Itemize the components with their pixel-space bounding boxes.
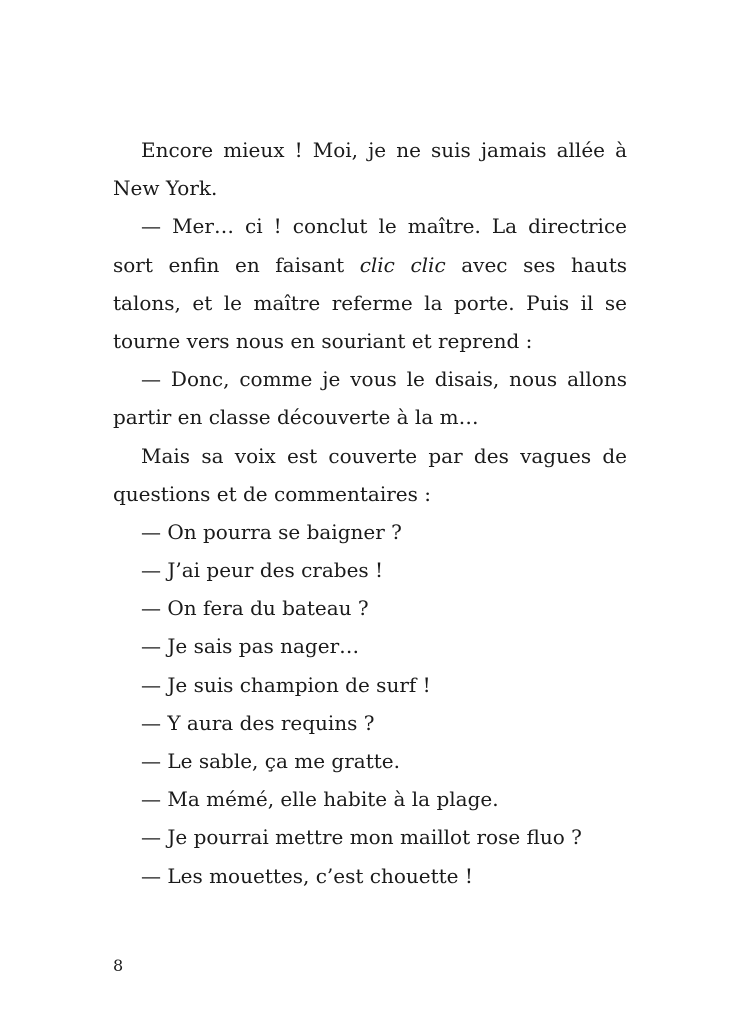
dialogue-line: — On pourra se baigner ? xyxy=(141,519,402,544)
text-line: talons, et le maître referme la porte. Puis il se xyxy=(113,290,627,315)
text-line: partir en classe découverte à la m… xyxy=(113,405,479,430)
dialogue-line: — Le sable, ça me gratte. xyxy=(141,749,400,773)
dialogue-line: — Y aura des requins ? xyxy=(141,710,375,735)
body-text xyxy=(113,131,627,895)
page-number: 8 xyxy=(113,956,124,975)
text-line: Mais sa voix est couverte par des vagues de xyxy=(141,443,627,468)
text-line: — Mer… ci ! conclut le maître. La directrice xyxy=(141,214,627,239)
text-segment: avec ses hauts xyxy=(445,252,627,277)
text-line: — Donc, comme je vous le disais, nous allons xyxy=(141,367,627,392)
dialogue-line: — On fera du bateau ? xyxy=(141,596,369,621)
dialogue-line: — J’ai peur des crabes ! xyxy=(141,558,384,583)
text-line: New York. xyxy=(113,176,218,201)
dialogue-line: — Je pourrai mettre mon maillot rose fluo ? xyxy=(141,825,582,850)
dialogue-line: — Les mouettes, c’est chouette ! xyxy=(141,863,473,888)
text-line: questions et de commentaires : xyxy=(113,481,431,506)
dialogue-line: — Je sais pas nager… xyxy=(141,634,360,659)
text-line: Encore mieux ! Moi, je ne suis jamais allée à xyxy=(141,138,627,162)
dialogue-line: — Ma mémé, elle habite à la plage. xyxy=(141,787,499,812)
text-line xyxy=(113,246,627,284)
text-line: tourne vers nous en souriant et reprend : xyxy=(113,328,533,353)
dialogue-line: — Je suis champion de surf ! xyxy=(141,672,431,697)
text-segment: sort enfin en faisant xyxy=(113,252,360,277)
italic-text: clic clic xyxy=(359,252,446,277)
